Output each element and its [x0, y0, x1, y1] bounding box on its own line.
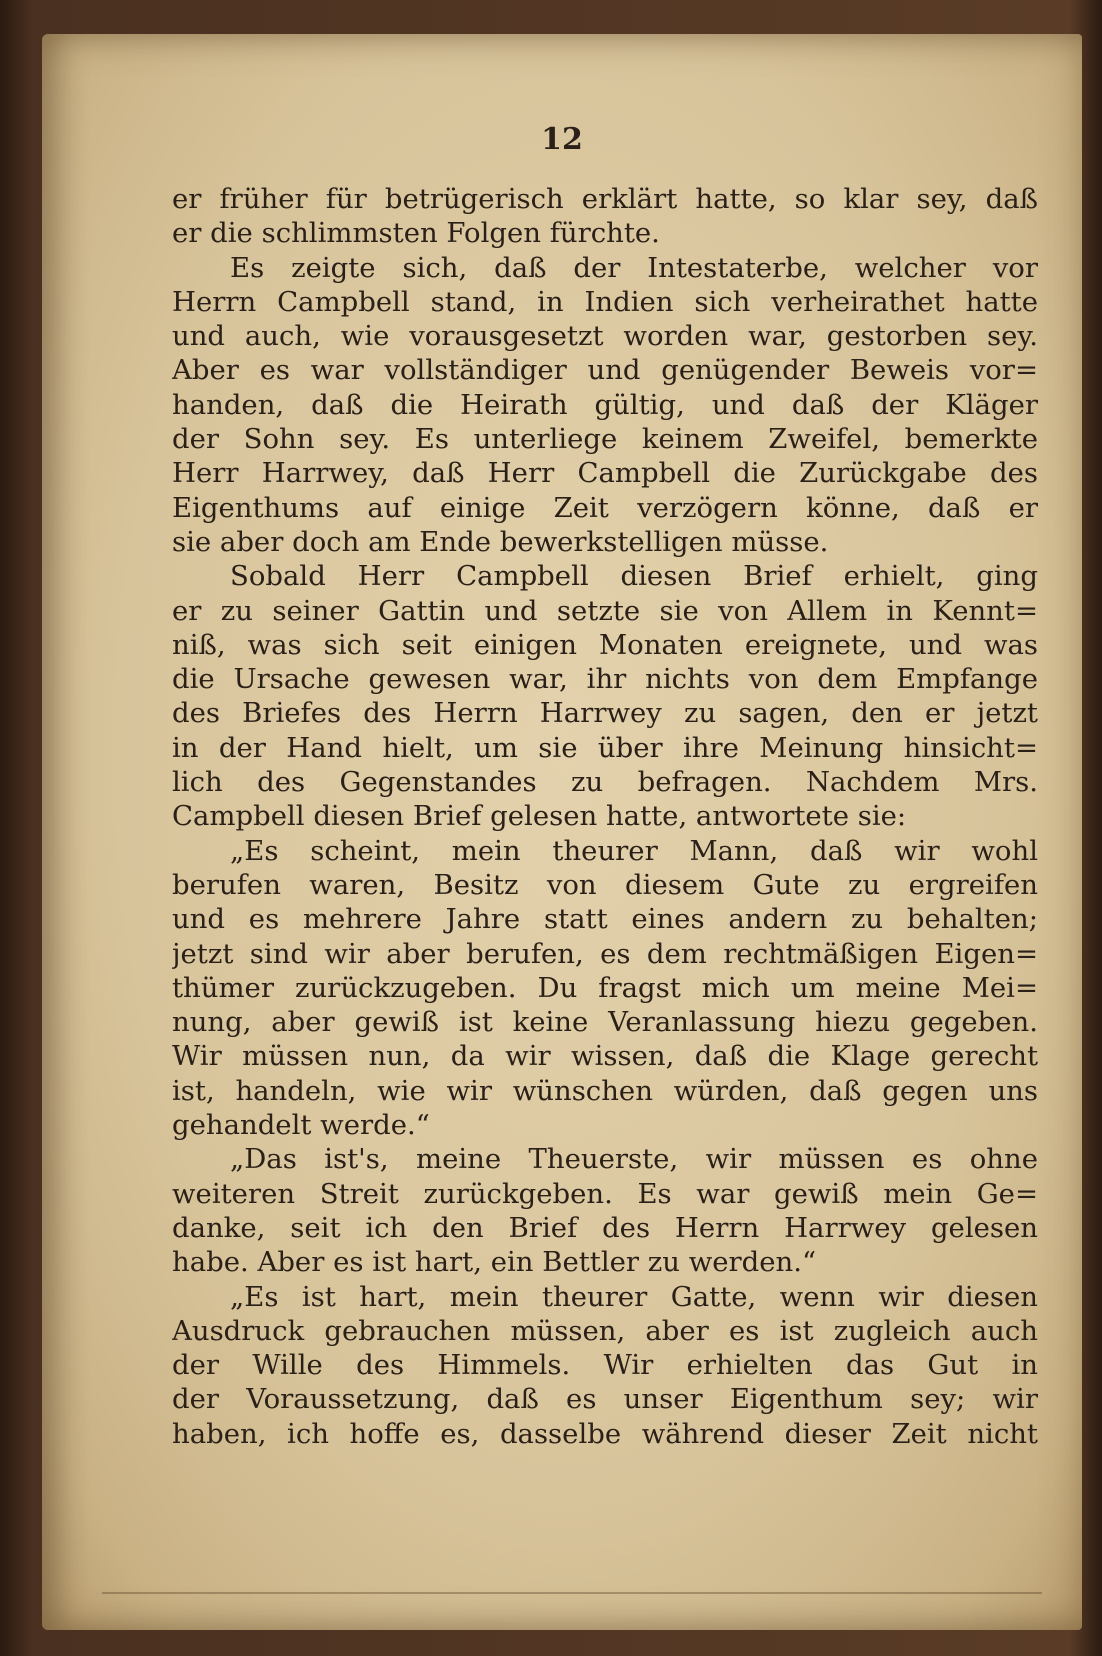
text-line: Wir müssen nun, da wir wissen, daß die Klage gerecht	[172, 1040, 1038, 1073]
text-line: Sobald Herr Campbell diesen Brief erhielt, ging	[230, 560, 1038, 593]
text-line: gehandelt werde.“	[172, 1109, 430, 1142]
page-number: 12	[541, 122, 583, 157]
text-line: weiteren Streit zurückgeben. Es war gewiß mein Ge=	[172, 1177, 1038, 1210]
text-line: und auch, wie vorausgesetzt worden war, gestorben sey.	[172, 320, 1038, 353]
text-line: Campbell diesen Brief gelesen hatte, antwortete sie:	[172, 800, 907, 833]
text-line: des Briefes des Herrn Harrwey zu sagen, den er jetzt	[172, 697, 1038, 730]
text-line: der Wille des Himmels. Wir erhielten das Gut in	[172, 1349, 1038, 1382]
text-line: Aber es war vollständiger und genügender Beweis vor=	[172, 354, 1038, 387]
text-line: er früher für betrügerisch erklärt hatte, so klar sey, daß	[172, 183, 1038, 215]
text-line: er die schlimmsten Folgen fürchte.	[172, 217, 660, 250]
text-line: haben, ich hoffe es, dasselbe während dieser Zeit nicht	[172, 1417, 1038, 1450]
text-line: in der Hand hielt, um sie über ihre Meinung hinsicht=	[172, 731, 1038, 764]
text-line: Ausdruck gebrauchen müssen, aber es ist zugleich auch	[172, 1314, 1038, 1347]
text-line: „Es scheint, mein theurer Mann, daß wir wohl	[230, 834, 1038, 867]
book-page	[42, 34, 1082, 1630]
text-line: sie aber doch am Ende bewerkstelligen müsse.	[172, 525, 829, 558]
text-line: ist, handeln, wie wir wünschen würden, daß gegen uns	[172, 1074, 1038, 1107]
text-line: lich des Gegenstandes zu befragen. Nachdem Mrs.	[172, 766, 1038, 799]
text-line: Eigenthums auf einige Zeit verzögern könne, daß er	[172, 491, 1038, 524]
text-line: Herrn Campbell stand, in Indien sich verheirathet hatte	[172, 285, 1038, 318]
text-line: handen, daß die Heirath gültig, und daß der Kläger	[172, 388, 1038, 421]
text-line: Herr Harrwey, daß Herr Campbell die Zurückgabe des	[172, 457, 1038, 490]
text-line: „Das ist's, meine Theuerste, wir müssen es ohne	[230, 1143, 1038, 1176]
text-line: der Sohn sey. Es unterliege keinem Zweifel, bemerkte	[172, 423, 1038, 456]
text-line: danke, seit ich den Brief des Herrn Harrwey gelesen	[172, 1211, 1038, 1244]
text-line: die Ursache gewesen war, ihr nichts von dem Empfange	[172, 663, 1038, 696]
text-line: er zu seiner Gattin und setzte sie von Allem in Kennt=	[172, 594, 1038, 627]
text-line: thümer zurückzugeben. Du fragst mich um meine Mei=	[172, 971, 1038, 1004]
text-line: „Es ist hart, mein theurer Gatte, wenn wir diesen	[230, 1280, 1038, 1313]
text-line: nung, aber gewiß ist keine Veranlassung hiezu gegeben.	[172, 1006, 1038, 1039]
body-text	[172, 182, 1038, 1451]
text-line: berufen waren, Besitz von diesem Gute zu ergreifen	[172, 868, 1038, 901]
text-line: Es zeigte sich, daß der Intestaterbe, welcher vor	[230, 251, 1038, 284]
text-line: und es mehrere Jahre statt eines andern zu behalten;	[172, 903, 1038, 936]
text-line: habe. Aber es ist hart, ein Bettler zu werden.“	[172, 1246, 817, 1279]
text-line: der Voraussetzung, daß es unser Eigenthum sey; wir	[172, 1383, 1038, 1416]
text-line: niß, was sich seit einigen Monaten ereignete, und was	[172, 628, 1038, 661]
text-line: jetzt sind wir aber berufen, es dem rechtmäßigen Eigen=	[172, 937, 1038, 970]
page-edge-rule	[102, 1592, 1042, 1594]
